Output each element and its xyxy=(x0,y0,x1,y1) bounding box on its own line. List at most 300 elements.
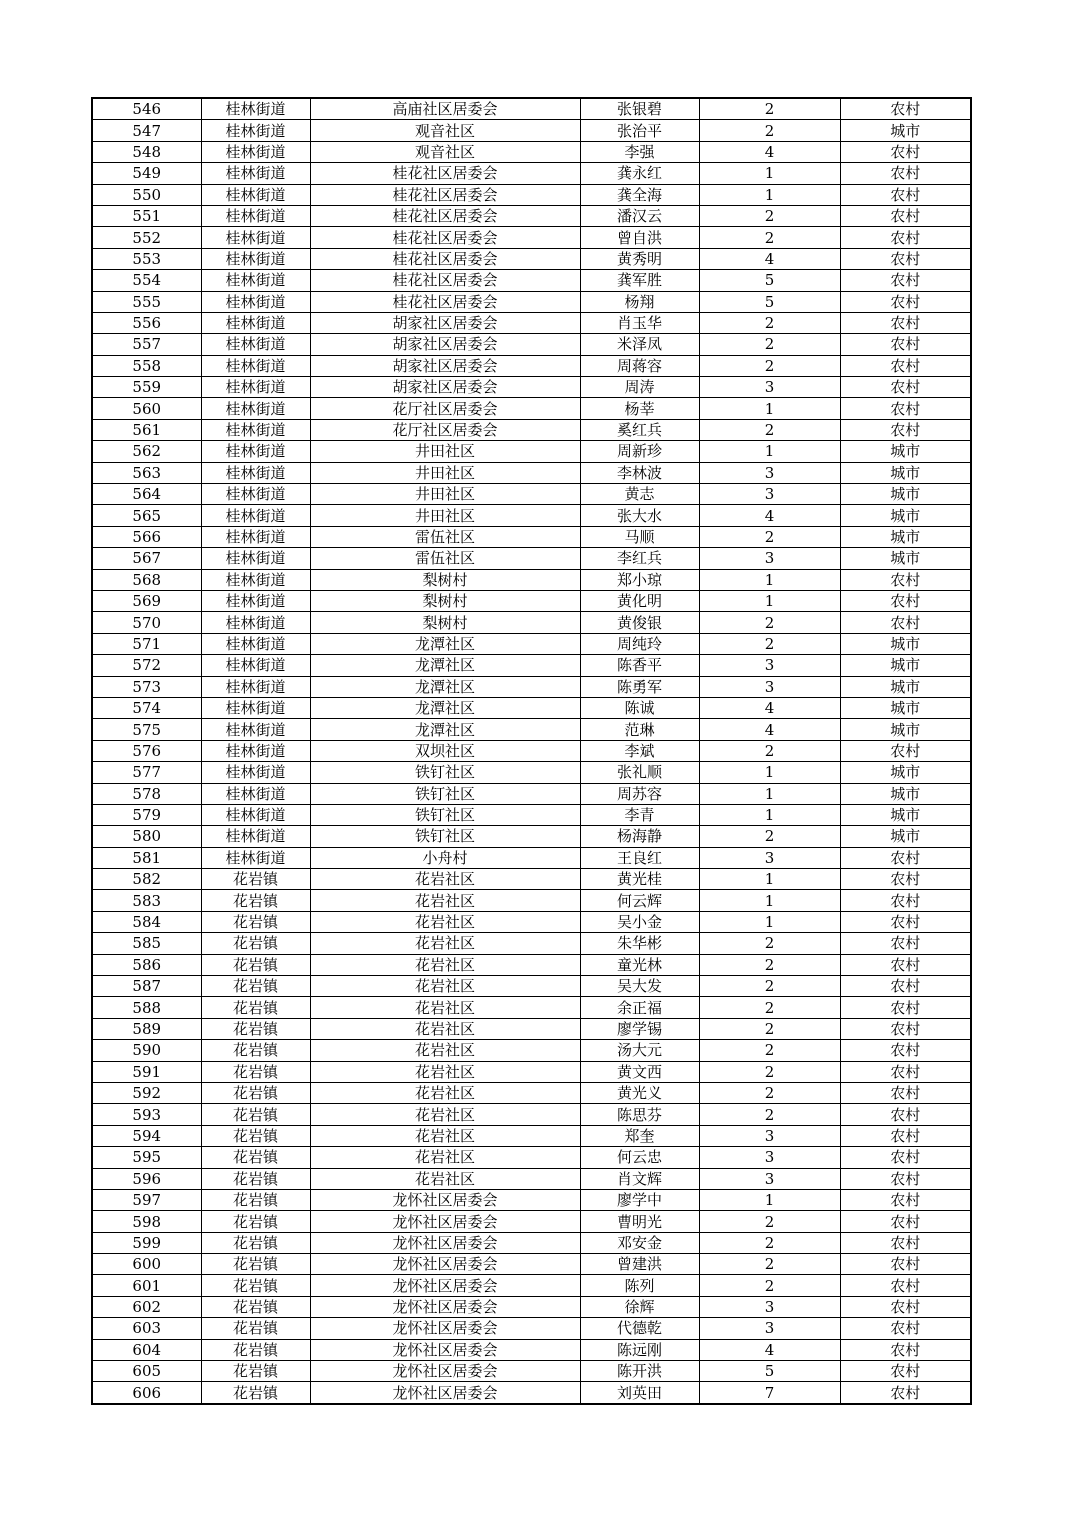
name-cell: 马顺 xyxy=(580,526,699,547)
serial-number-cell: 556 xyxy=(92,312,201,333)
community-cell: 龙怀社区居委会 xyxy=(310,1211,580,1232)
table-row xyxy=(92,804,971,825)
community-cell: 花岩社区 xyxy=(310,1040,580,1061)
community-cell: 铁钉社区 xyxy=(310,826,580,847)
area-type-cell: 城市 xyxy=(840,804,971,825)
serial-number-cell: 602 xyxy=(92,1296,201,1317)
community-cell: 花岩社区 xyxy=(310,954,580,975)
serial-number-cell: 587 xyxy=(92,976,201,997)
household-size-cell: 2 xyxy=(699,419,840,440)
community-cell: 铁钉社区 xyxy=(310,804,580,825)
household-size-cell: 3 xyxy=(699,377,840,398)
serial-number-cell: 562 xyxy=(92,441,201,462)
household-size-cell: 1 xyxy=(699,398,840,419)
name-cell: 龚永红 xyxy=(580,163,699,184)
area-type-cell: 农村 xyxy=(840,227,971,248)
table-row xyxy=(92,141,971,162)
street-town-cell: 桂林街道 xyxy=(201,612,310,633)
community-cell: 花岩社区 xyxy=(310,1061,580,1082)
household-size-cell: 2 xyxy=(699,334,840,355)
community-cell: 花岩社区 xyxy=(310,976,580,997)
name-cell: 黄志 xyxy=(580,484,699,505)
serial-number-cell: 595 xyxy=(92,1147,201,1168)
household-size-cell: 2 xyxy=(699,120,840,141)
area-type-cell: 农村 xyxy=(840,270,971,291)
household-size-cell: 4 xyxy=(699,719,840,740)
street-town-cell: 花岩镇 xyxy=(201,1232,310,1253)
household-size-cell: 1 xyxy=(699,762,840,783)
name-cell: 张银碧 xyxy=(580,98,699,120)
area-type-cell: 农村 xyxy=(840,1339,971,1360)
name-cell: 周苏容 xyxy=(580,783,699,804)
table-row xyxy=(92,933,971,954)
community-cell: 龙怀社区居委会 xyxy=(310,1382,580,1404)
household-size-cell: 4 xyxy=(699,141,840,162)
community-cell: 桂花社区居委会 xyxy=(310,291,580,312)
table-row xyxy=(92,655,971,676)
street-town-cell: 桂林街道 xyxy=(201,312,310,333)
household-size-cell: 1 xyxy=(699,163,840,184)
street-town-cell: 桂林街道 xyxy=(201,98,310,120)
area-type-cell: 城市 xyxy=(840,633,971,654)
household-size-cell: 1 xyxy=(699,569,840,590)
street-town-cell: 桂林街道 xyxy=(201,847,310,868)
serial-number-cell: 553 xyxy=(92,248,201,269)
area-type-cell: 农村 xyxy=(840,184,971,205)
name-cell: 邓安金 xyxy=(580,1232,699,1253)
table-row xyxy=(92,441,971,462)
area-type-cell: 农村 xyxy=(840,1061,971,1082)
area-type-cell: 农村 xyxy=(840,98,971,120)
community-cell: 花岩社区 xyxy=(310,1168,580,1189)
street-town-cell: 花岩镇 xyxy=(201,1254,310,1275)
serial-number-cell: 593 xyxy=(92,1104,201,1125)
household-size-cell: 2 xyxy=(699,954,840,975)
table-row xyxy=(92,847,971,868)
serial-number-cell: 577 xyxy=(92,762,201,783)
community-cell: 龙潭社区 xyxy=(310,633,580,654)
street-town-cell: 桂林街道 xyxy=(201,762,310,783)
name-cell: 范琳 xyxy=(580,719,699,740)
name-cell: 杨翔 xyxy=(580,291,699,312)
serial-number-cell: 591 xyxy=(92,1061,201,1082)
household-size-cell: 3 xyxy=(699,462,840,483)
community-cell: 井田社区 xyxy=(310,441,580,462)
table-row xyxy=(92,783,971,804)
table-row xyxy=(92,291,971,312)
serial-number-cell: 558 xyxy=(92,355,201,376)
community-cell: 龙怀社区居委会 xyxy=(310,1232,580,1253)
community-cell: 胡家社区居委会 xyxy=(310,312,580,333)
table-row xyxy=(92,120,971,141)
community-cell: 龙怀社区居委会 xyxy=(310,1361,580,1382)
name-cell: 周蒋容 xyxy=(580,355,699,376)
name-cell: 郑小琼 xyxy=(580,569,699,590)
area-type-cell: 城市 xyxy=(840,526,971,547)
street-town-cell: 花岩镇 xyxy=(201,976,310,997)
name-cell: 李强 xyxy=(580,141,699,162)
area-type-cell: 农村 xyxy=(840,377,971,398)
community-cell: 桂花社区居委会 xyxy=(310,270,580,291)
street-town-cell: 花岩镇 xyxy=(201,1018,310,1039)
household-size-cell: 2 xyxy=(699,1275,840,1296)
street-town-cell: 桂林街道 xyxy=(201,804,310,825)
household-size-cell: 7 xyxy=(699,1382,840,1404)
area-type-cell: 农村 xyxy=(840,847,971,868)
community-cell: 井田社区 xyxy=(310,505,580,526)
street-town-cell: 花岩镇 xyxy=(201,954,310,975)
community-cell: 花岩社区 xyxy=(310,890,580,911)
street-town-cell: 桂林街道 xyxy=(201,291,310,312)
household-size-cell: 1 xyxy=(699,869,840,890)
name-cell: 张大水 xyxy=(580,505,699,526)
household-size-cell: 2 xyxy=(699,1082,840,1103)
area-type-cell: 农村 xyxy=(840,1318,971,1339)
household-size-cell: 1 xyxy=(699,804,840,825)
serial-number-cell: 573 xyxy=(92,676,201,697)
street-town-cell: 花岩镇 xyxy=(201,1189,310,1210)
household-size-cell: 2 xyxy=(699,1254,840,1275)
household-size-cell: 5 xyxy=(699,291,840,312)
community-cell: 胡家社区居委会 xyxy=(310,377,580,398)
name-cell: 刘英田 xyxy=(580,1382,699,1404)
serial-number-cell: 551 xyxy=(92,205,201,226)
table-row xyxy=(92,612,971,633)
name-cell: 肖文辉 xyxy=(580,1168,699,1189)
table-row xyxy=(92,1189,971,1210)
table-row xyxy=(92,976,971,997)
street-town-cell: 花岩镇 xyxy=(201,869,310,890)
community-cell: 花岩社区 xyxy=(310,997,580,1018)
household-size-cell: 4 xyxy=(699,697,840,718)
table-row xyxy=(92,205,971,226)
table-row xyxy=(92,1318,971,1339)
household-size-cell: 2 xyxy=(699,526,840,547)
name-cell: 曹明光 xyxy=(580,1211,699,1232)
name-cell: 廖学锡 xyxy=(580,1018,699,1039)
area-type-cell: 农村 xyxy=(840,933,971,954)
community-cell: 梨树村 xyxy=(310,590,580,611)
area-type-cell: 农村 xyxy=(840,312,971,333)
household-size-cell: 2 xyxy=(699,933,840,954)
street-town-cell: 桂林街道 xyxy=(201,697,310,718)
serial-number-cell: 583 xyxy=(92,890,201,911)
serial-number-cell: 549 xyxy=(92,163,201,184)
table-row xyxy=(92,419,971,440)
household-size-cell: 2 xyxy=(699,1211,840,1232)
table-row xyxy=(92,1361,971,1382)
area-type-cell: 农村 xyxy=(840,1275,971,1296)
community-cell: 桂花社区居委会 xyxy=(310,205,580,226)
name-cell: 代德乾 xyxy=(580,1318,699,1339)
household-size-cell: 1 xyxy=(699,1189,840,1210)
name-cell: 周纯玲 xyxy=(580,633,699,654)
household-size-cell: 2 xyxy=(699,355,840,376)
household-size-cell: 2 xyxy=(699,1061,840,1082)
area-type-cell: 农村 xyxy=(840,1168,971,1189)
name-cell: 余正福 xyxy=(580,997,699,1018)
community-cell: 桂花社区居委会 xyxy=(310,184,580,205)
name-cell: 肖玉华 xyxy=(580,312,699,333)
household-size-cell: 3 xyxy=(699,1125,840,1146)
table-row xyxy=(92,826,971,847)
serial-number-cell: 579 xyxy=(92,804,201,825)
area-type-cell: 城市 xyxy=(840,783,971,804)
area-type-cell: 农村 xyxy=(840,419,971,440)
table-row xyxy=(92,1382,971,1404)
serial-number-cell: 605 xyxy=(92,1361,201,1382)
serial-number-cell: 555 xyxy=(92,291,201,312)
street-town-cell: 桂林街道 xyxy=(201,569,310,590)
table-row xyxy=(92,227,971,248)
name-cell: 王良红 xyxy=(580,847,699,868)
household-size-cell: 3 xyxy=(699,1318,840,1339)
community-cell: 铁钉社区 xyxy=(310,762,580,783)
community-cell: 桂花社区居委会 xyxy=(310,227,580,248)
area-type-cell: 农村 xyxy=(840,954,971,975)
street-town-cell: 桂林街道 xyxy=(201,141,310,162)
serial-number-cell: 552 xyxy=(92,227,201,248)
serial-number-cell: 578 xyxy=(92,783,201,804)
area-type-cell: 城市 xyxy=(840,719,971,740)
serial-number-cell: 581 xyxy=(92,847,201,868)
area-type-cell: 城市 xyxy=(840,505,971,526)
community-cell: 龙潭社区 xyxy=(310,676,580,697)
name-cell: 李斌 xyxy=(580,740,699,761)
serial-number-cell: 603 xyxy=(92,1318,201,1339)
household-size-cell: 1 xyxy=(699,184,840,205)
table-row xyxy=(92,762,971,783)
household-size-cell: 2 xyxy=(699,826,840,847)
street-town-cell: 花岩镇 xyxy=(201,1061,310,1082)
table-row xyxy=(92,548,971,569)
area-type-cell: 城市 xyxy=(840,676,971,697)
household-size-cell: 2 xyxy=(699,1040,840,1061)
street-town-cell: 桂林街道 xyxy=(201,419,310,440)
serial-number-cell: 548 xyxy=(92,141,201,162)
household-size-cell: 3 xyxy=(699,548,840,569)
serial-number-cell: 560 xyxy=(92,398,201,419)
name-cell: 潘汉云 xyxy=(580,205,699,226)
name-cell: 陈诚 xyxy=(580,697,699,718)
serial-number-cell: 557 xyxy=(92,334,201,355)
household-size-cell: 4 xyxy=(699,505,840,526)
household-size-cell: 2 xyxy=(699,205,840,226)
table-row xyxy=(92,355,971,376)
area-type-cell: 农村 xyxy=(840,890,971,911)
serial-number-cell: 564 xyxy=(92,484,201,505)
household-size-cell: 3 xyxy=(699,1147,840,1168)
table-row xyxy=(92,505,971,526)
table-row xyxy=(92,1339,971,1360)
community-cell: 花岩社区 xyxy=(310,1125,580,1146)
community-cell: 胡家社区居委会 xyxy=(310,334,580,355)
household-size-cell: 2 xyxy=(699,98,840,120)
area-type-cell: 农村 xyxy=(840,1232,971,1253)
community-cell: 花厅社区居委会 xyxy=(310,398,580,419)
community-cell: 桂花社区居委会 xyxy=(310,248,580,269)
name-cell: 曾建洪 xyxy=(580,1254,699,1275)
household-size-cell: 4 xyxy=(699,248,840,269)
area-type-cell: 农村 xyxy=(840,1254,971,1275)
community-cell: 龙潭社区 xyxy=(310,697,580,718)
community-cell: 花岩社区 xyxy=(310,869,580,890)
community-cell: 铁钉社区 xyxy=(310,783,580,804)
street-town-cell: 花岩镇 xyxy=(201,1104,310,1125)
name-cell: 朱华彬 xyxy=(580,933,699,954)
household-size-cell: 4 xyxy=(699,1339,840,1360)
street-town-cell: 花岩镇 xyxy=(201,1318,310,1339)
serial-number-cell: 561 xyxy=(92,419,201,440)
name-cell: 童光林 xyxy=(580,954,699,975)
area-type-cell: 农村 xyxy=(840,569,971,590)
household-size-cell: 2 xyxy=(699,312,840,333)
area-type-cell: 农村 xyxy=(840,334,971,355)
street-town-cell: 花岩镇 xyxy=(201,933,310,954)
serial-number-cell: 604 xyxy=(92,1339,201,1360)
name-cell: 陈开洪 xyxy=(580,1361,699,1382)
area-type-cell: 城市 xyxy=(840,762,971,783)
household-size-cell: 2 xyxy=(699,997,840,1018)
table-row xyxy=(92,462,971,483)
community-cell: 花厅社区居委会 xyxy=(310,419,580,440)
area-type-cell: 农村 xyxy=(840,1189,971,1210)
area-type-cell: 农村 xyxy=(840,163,971,184)
area-type-cell: 农村 xyxy=(840,976,971,997)
name-cell: 黄俊银 xyxy=(580,612,699,633)
area-type-cell: 城市 xyxy=(840,826,971,847)
street-town-cell: 花岩镇 xyxy=(201,997,310,1018)
serial-number-cell: 571 xyxy=(92,633,201,654)
name-cell: 周新珍 xyxy=(580,441,699,462)
serial-number-cell: 596 xyxy=(92,1168,201,1189)
street-town-cell: 桂林街道 xyxy=(201,377,310,398)
area-type-cell: 农村 xyxy=(840,1104,971,1125)
community-cell: 胡家社区居委会 xyxy=(310,355,580,376)
area-type-cell: 城市 xyxy=(840,655,971,676)
community-cell: 龙怀社区居委会 xyxy=(310,1339,580,1360)
serial-number-cell: 584 xyxy=(92,911,201,932)
community-cell: 龙怀社区居委会 xyxy=(310,1189,580,1210)
name-cell: 龚全海 xyxy=(580,184,699,205)
name-cell: 陈远刚 xyxy=(580,1339,699,1360)
street-town-cell: 花岩镇 xyxy=(201,1296,310,1317)
table-row xyxy=(92,676,971,697)
table-row xyxy=(92,270,971,291)
street-town-cell: 桂林街道 xyxy=(201,633,310,654)
community-cell: 梨树村 xyxy=(310,612,580,633)
area-type-cell: 农村 xyxy=(840,355,971,376)
serial-number-cell: 582 xyxy=(92,869,201,890)
street-town-cell: 桂林街道 xyxy=(201,120,310,141)
table-row xyxy=(92,954,971,975)
area-type-cell: 农村 xyxy=(840,248,971,269)
name-cell: 张礼顺 xyxy=(580,762,699,783)
street-town-cell: 花岩镇 xyxy=(201,1125,310,1146)
name-cell: 黄化明 xyxy=(580,590,699,611)
serial-number-cell: 550 xyxy=(92,184,201,205)
household-size-cell: 2 xyxy=(699,227,840,248)
name-cell: 陈思芬 xyxy=(580,1104,699,1125)
community-cell: 梨树村 xyxy=(310,569,580,590)
household-size-cell: 1 xyxy=(699,783,840,804)
street-town-cell: 桂林街道 xyxy=(201,227,310,248)
area-type-cell: 农村 xyxy=(840,869,971,890)
table-row xyxy=(92,911,971,932)
name-cell: 吴小金 xyxy=(580,911,699,932)
name-cell: 张治平 xyxy=(580,120,699,141)
area-type-cell: 农村 xyxy=(840,1082,971,1103)
table-row xyxy=(92,1168,971,1189)
table-row xyxy=(92,869,971,890)
household-size-cell: 3 xyxy=(699,676,840,697)
community-cell: 花岩社区 xyxy=(310,911,580,932)
name-cell: 周涛 xyxy=(580,377,699,398)
community-cell: 龙怀社区居委会 xyxy=(310,1254,580,1275)
community-cell: 龙潭社区 xyxy=(310,719,580,740)
serial-number-cell: 597 xyxy=(92,1189,201,1210)
name-cell: 杨莘 xyxy=(580,398,699,419)
table-row xyxy=(92,163,971,184)
area-type-cell: 农村 xyxy=(840,590,971,611)
table-row xyxy=(92,312,971,333)
area-type-cell: 农村 xyxy=(840,205,971,226)
street-town-cell: 花岩镇 xyxy=(201,1275,310,1296)
table-row xyxy=(92,1061,971,1082)
street-town-cell: 桂林街道 xyxy=(201,740,310,761)
area-type-cell: 农村 xyxy=(840,997,971,1018)
roster-table-body xyxy=(92,98,971,1404)
street-town-cell: 桂林街道 xyxy=(201,719,310,740)
table-row xyxy=(92,1147,971,1168)
name-cell: 黄文西 xyxy=(580,1061,699,1082)
name-cell: 奚红兵 xyxy=(580,419,699,440)
serial-number-cell: 590 xyxy=(92,1040,201,1061)
name-cell: 陈勇军 xyxy=(580,676,699,697)
community-cell: 井田社区 xyxy=(310,484,580,505)
serial-number-cell: 592 xyxy=(92,1082,201,1103)
table-row xyxy=(92,1040,971,1061)
area-type-cell: 农村 xyxy=(840,911,971,932)
street-town-cell: 桂林街道 xyxy=(201,484,310,505)
serial-number-cell: 567 xyxy=(92,548,201,569)
table-row xyxy=(92,997,971,1018)
table-row xyxy=(92,484,971,505)
community-cell: 高庙社区居委会 xyxy=(310,98,580,120)
serial-number-cell: 570 xyxy=(92,612,201,633)
street-town-cell: 花岩镇 xyxy=(201,1168,310,1189)
street-town-cell: 桂林街道 xyxy=(201,783,310,804)
table-row xyxy=(92,1254,971,1275)
table-row xyxy=(92,1018,971,1039)
serial-number-cell: 566 xyxy=(92,526,201,547)
name-cell: 龚军胜 xyxy=(580,270,699,291)
table-row xyxy=(92,1232,971,1253)
community-cell: 龙潭社区 xyxy=(310,655,580,676)
street-town-cell: 花岩镇 xyxy=(201,1040,310,1061)
name-cell: 郑奎 xyxy=(580,1125,699,1146)
table-row xyxy=(92,1211,971,1232)
street-town-cell: 桂林街道 xyxy=(201,462,310,483)
street-town-cell: 桂林街道 xyxy=(201,441,310,462)
community-cell: 龙怀社区居委会 xyxy=(310,1318,580,1339)
name-cell: 黄秀明 xyxy=(580,248,699,269)
household-size-cell: 2 xyxy=(699,1232,840,1253)
serial-number-cell: 580 xyxy=(92,826,201,847)
household-size-cell: 2 xyxy=(699,976,840,997)
name-cell: 陈列 xyxy=(580,1275,699,1296)
area-type-cell: 城市 xyxy=(840,484,971,505)
